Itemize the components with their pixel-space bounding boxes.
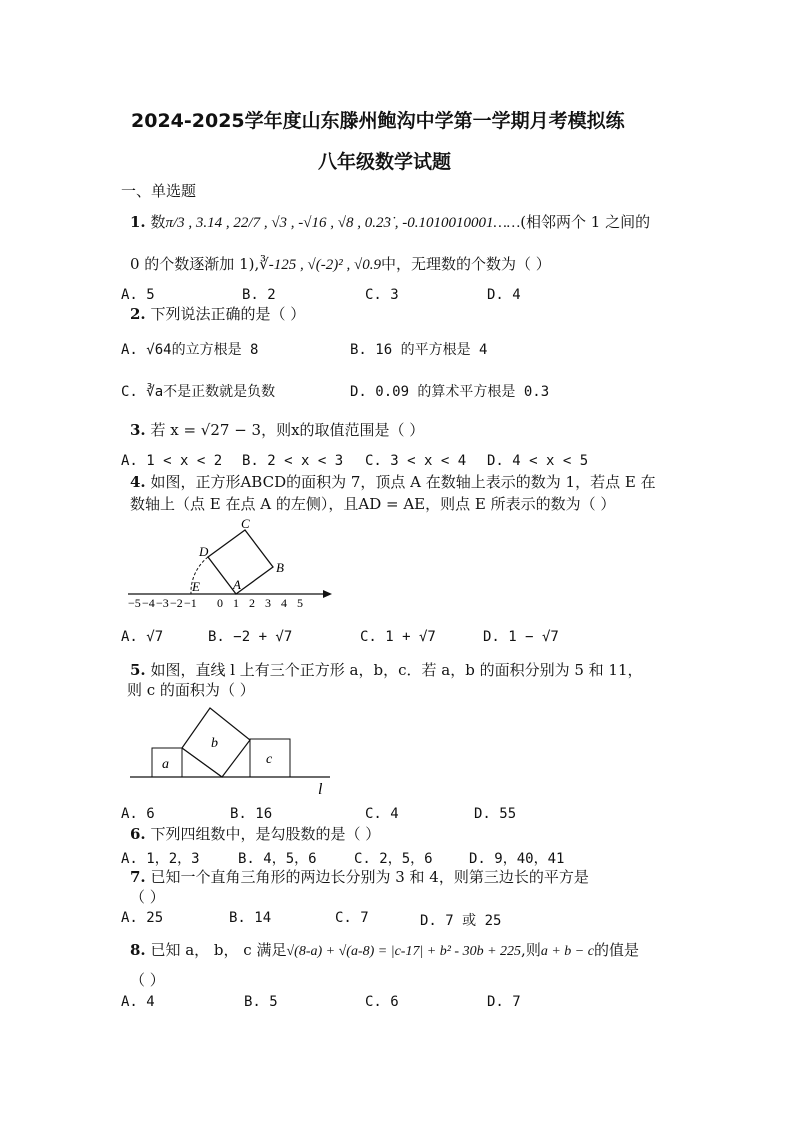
question-8-line2: （ ） <box>130 971 165 989</box>
question-text: 如图，正方形ABCD的面积为 7，顶点 A 在数轴上表示的数为 1，若点 E 在 <box>150 473 656 491</box>
label-d: D <box>199 544 209 559</box>
question-text: 已知 a， b， c 满足 <box>150 941 287 959</box>
question-7-line2: （ ） <box>130 888 165 906</box>
tick-label: 1 <box>233 596 239 610</box>
option-d[interactable]: D. 7 或 25 <box>420 913 502 929</box>
page-title-line2: 八年级数学试题 <box>318 151 452 173</box>
question-text: 的值是 <box>593 941 639 959</box>
tick-label: 3 <box>265 596 271 610</box>
question-4-line1 <box>130 472 656 492</box>
option-b[interactable]: B. 4，5，6 <box>238 851 317 867</box>
option-b[interactable]: B. 16 <box>230 806 273 822</box>
question-number: 8. <box>130 941 146 959</box>
question-math: π/3 , 3.14 , 22/7 , √3 , -√16 , √8 , 0.2̇3̇ , -0.1010010001…… <box>165 215 521 231</box>
question-text: 下列四组数中，是勾股数的是（ ） <box>150 825 381 843</box>
option-b[interactable]: B. 14 <box>229 910 272 926</box>
question-3 <box>130 420 424 440</box>
label-b: B <box>276 560 284 575</box>
option-c[interactable]: C. 2，5，6 <box>354 851 433 867</box>
question-5-line2: 则 c 的面积为（ ） <box>127 681 255 699</box>
option-c[interactable]: C. 3 < x < 4 <box>365 453 467 469</box>
option-c[interactable]: C. 3 <box>365 287 399 303</box>
question-number: 2. <box>130 305 146 323</box>
question-4-line2: 数轴上（点 E 在点 A 的左侧），且AD = AE，则点 E 所表示的数为（ ） <box>130 495 616 513</box>
question-text: 下列说法正确的是（ ） <box>150 305 306 323</box>
option-a[interactable]: A. 1 < x < 2 <box>121 453 223 469</box>
tick-label: −4 <box>142 596 155 610</box>
option-c[interactable]: C. 7 <box>335 910 369 926</box>
label-l: l <box>318 781 323 798</box>
option-a[interactable]: A. 6 <box>121 806 155 822</box>
question-math: a + b − c <box>540 944 594 959</box>
option-a[interactable]: A. √64的立方根是 8 <box>121 342 259 358</box>
option-b[interactable]: B. 5 <box>244 994 278 1010</box>
option-b[interactable]: B. −2 + √7 <box>208 629 293 645</box>
question-2 <box>130 304 305 324</box>
option-c[interactable]: C. 1 + √7 <box>360 629 436 645</box>
label-b: b <box>211 736 218 751</box>
arrow-right-icon <box>323 590 332 598</box>
question-1-line1 <box>130 212 650 233</box>
option-d[interactable]: D. 1 − √7 <box>483 629 559 645</box>
question-text: 已知一个直角三角形的两边长分别为 3 和 4，则第三边长的平方是 <box>150 868 589 886</box>
question-text: 中，无理数的个数为（ ） <box>381 255 551 273</box>
question-text: 若 x = √27 − 3，则x的取值范围是（ ） <box>150 421 425 439</box>
option-c[interactable]: C. 6 <box>365 994 399 1010</box>
option-b[interactable]: B. 16 的平方根是 4 <box>350 342 488 358</box>
figure-square-on-number-line <box>120 512 340 614</box>
question-7-line1 <box>130 867 589 887</box>
option-a[interactable]: A. 25 <box>121 910 164 926</box>
question-5-line1 <box>130 660 643 680</box>
tick-label: 4 <box>281 596 287 610</box>
question-1-line2 <box>130 254 551 275</box>
tick-label: −3 <box>156 596 169 610</box>
option-a[interactable]: A. √7 <box>121 629 164 645</box>
label-c: c <box>266 752 273 767</box>
option-d[interactable]: D. 9，40，41 <box>469 851 565 867</box>
question-text: 0 的个数逐渐加 1), <box>130 255 260 273</box>
question-text: ,则 <box>521 941 541 959</box>
tick-label: 0 <box>217 596 223 610</box>
axis-ticks <box>128 596 303 610</box>
question-text: 如图，直线 l 上有三个正方形 a，b，c．若 a，b 的面积分别为 5 和 11， <box>150 661 643 679</box>
option-d[interactable]: D. 0.09 的算术平方根是 0.3 <box>350 384 550 400</box>
tick-label: 5 <box>297 596 303 610</box>
question-number: 1. <box>130 213 146 231</box>
question-text: 数 <box>150 213 166 231</box>
tick-label: 2 <box>249 596 255 610</box>
tick-label: −1 <box>184 596 197 610</box>
question-math: ∛-125 , √(-2)² , √0.9 <box>259 257 382 273</box>
question-number: 4. <box>130 473 146 491</box>
option-b[interactable]: B. 2 < x < 3 <box>242 453 344 469</box>
question-math: √(8-a) + √(a-8) = |c-17| + b² - 30b + 225 <box>286 944 522 959</box>
question-number: 6. <box>130 825 146 843</box>
option-d[interactable]: D. 4 <box>487 287 521 303</box>
option-c[interactable]: C. 4 <box>365 806 399 822</box>
question-number: 3. <box>130 421 146 439</box>
page-title-line1: 2024-2025学年度山东滕州鲍沟中学第一学期月考模拟练 <box>131 110 625 132</box>
option-c[interactable]: C. ∛a不是正数就是负数 <box>121 384 276 400</box>
section-heading: 一、单选题 <box>121 182 197 200</box>
option-d[interactable]: D. 4 < x < 5 <box>487 453 589 469</box>
label-a: A <box>233 577 241 592</box>
option-d[interactable]: D. 7 <box>487 994 521 1010</box>
option-a[interactable]: A. 1，2，3 <box>121 851 200 867</box>
tick-label: −2 <box>170 596 183 610</box>
question-6 <box>130 824 380 844</box>
figure-three-squares <box>126 704 341 800</box>
question-text: (相邻两个 1 之间的 <box>520 213 651 231</box>
option-a[interactable]: A. 4 <box>121 994 155 1010</box>
tick-label: −5 <box>128 596 141 610</box>
question-number: 7. <box>130 868 146 886</box>
label-e: E <box>192 579 200 594</box>
label-c: C <box>241 516 250 531</box>
label-a: a <box>162 757 169 772</box>
option-d[interactable]: D. 55 <box>474 806 517 822</box>
option-b[interactable]: B. 2 <box>242 287 276 303</box>
question-8-line1 <box>130 940 639 962</box>
question-number: 5. <box>130 661 146 679</box>
option-a[interactable]: A. 5 <box>121 287 155 303</box>
